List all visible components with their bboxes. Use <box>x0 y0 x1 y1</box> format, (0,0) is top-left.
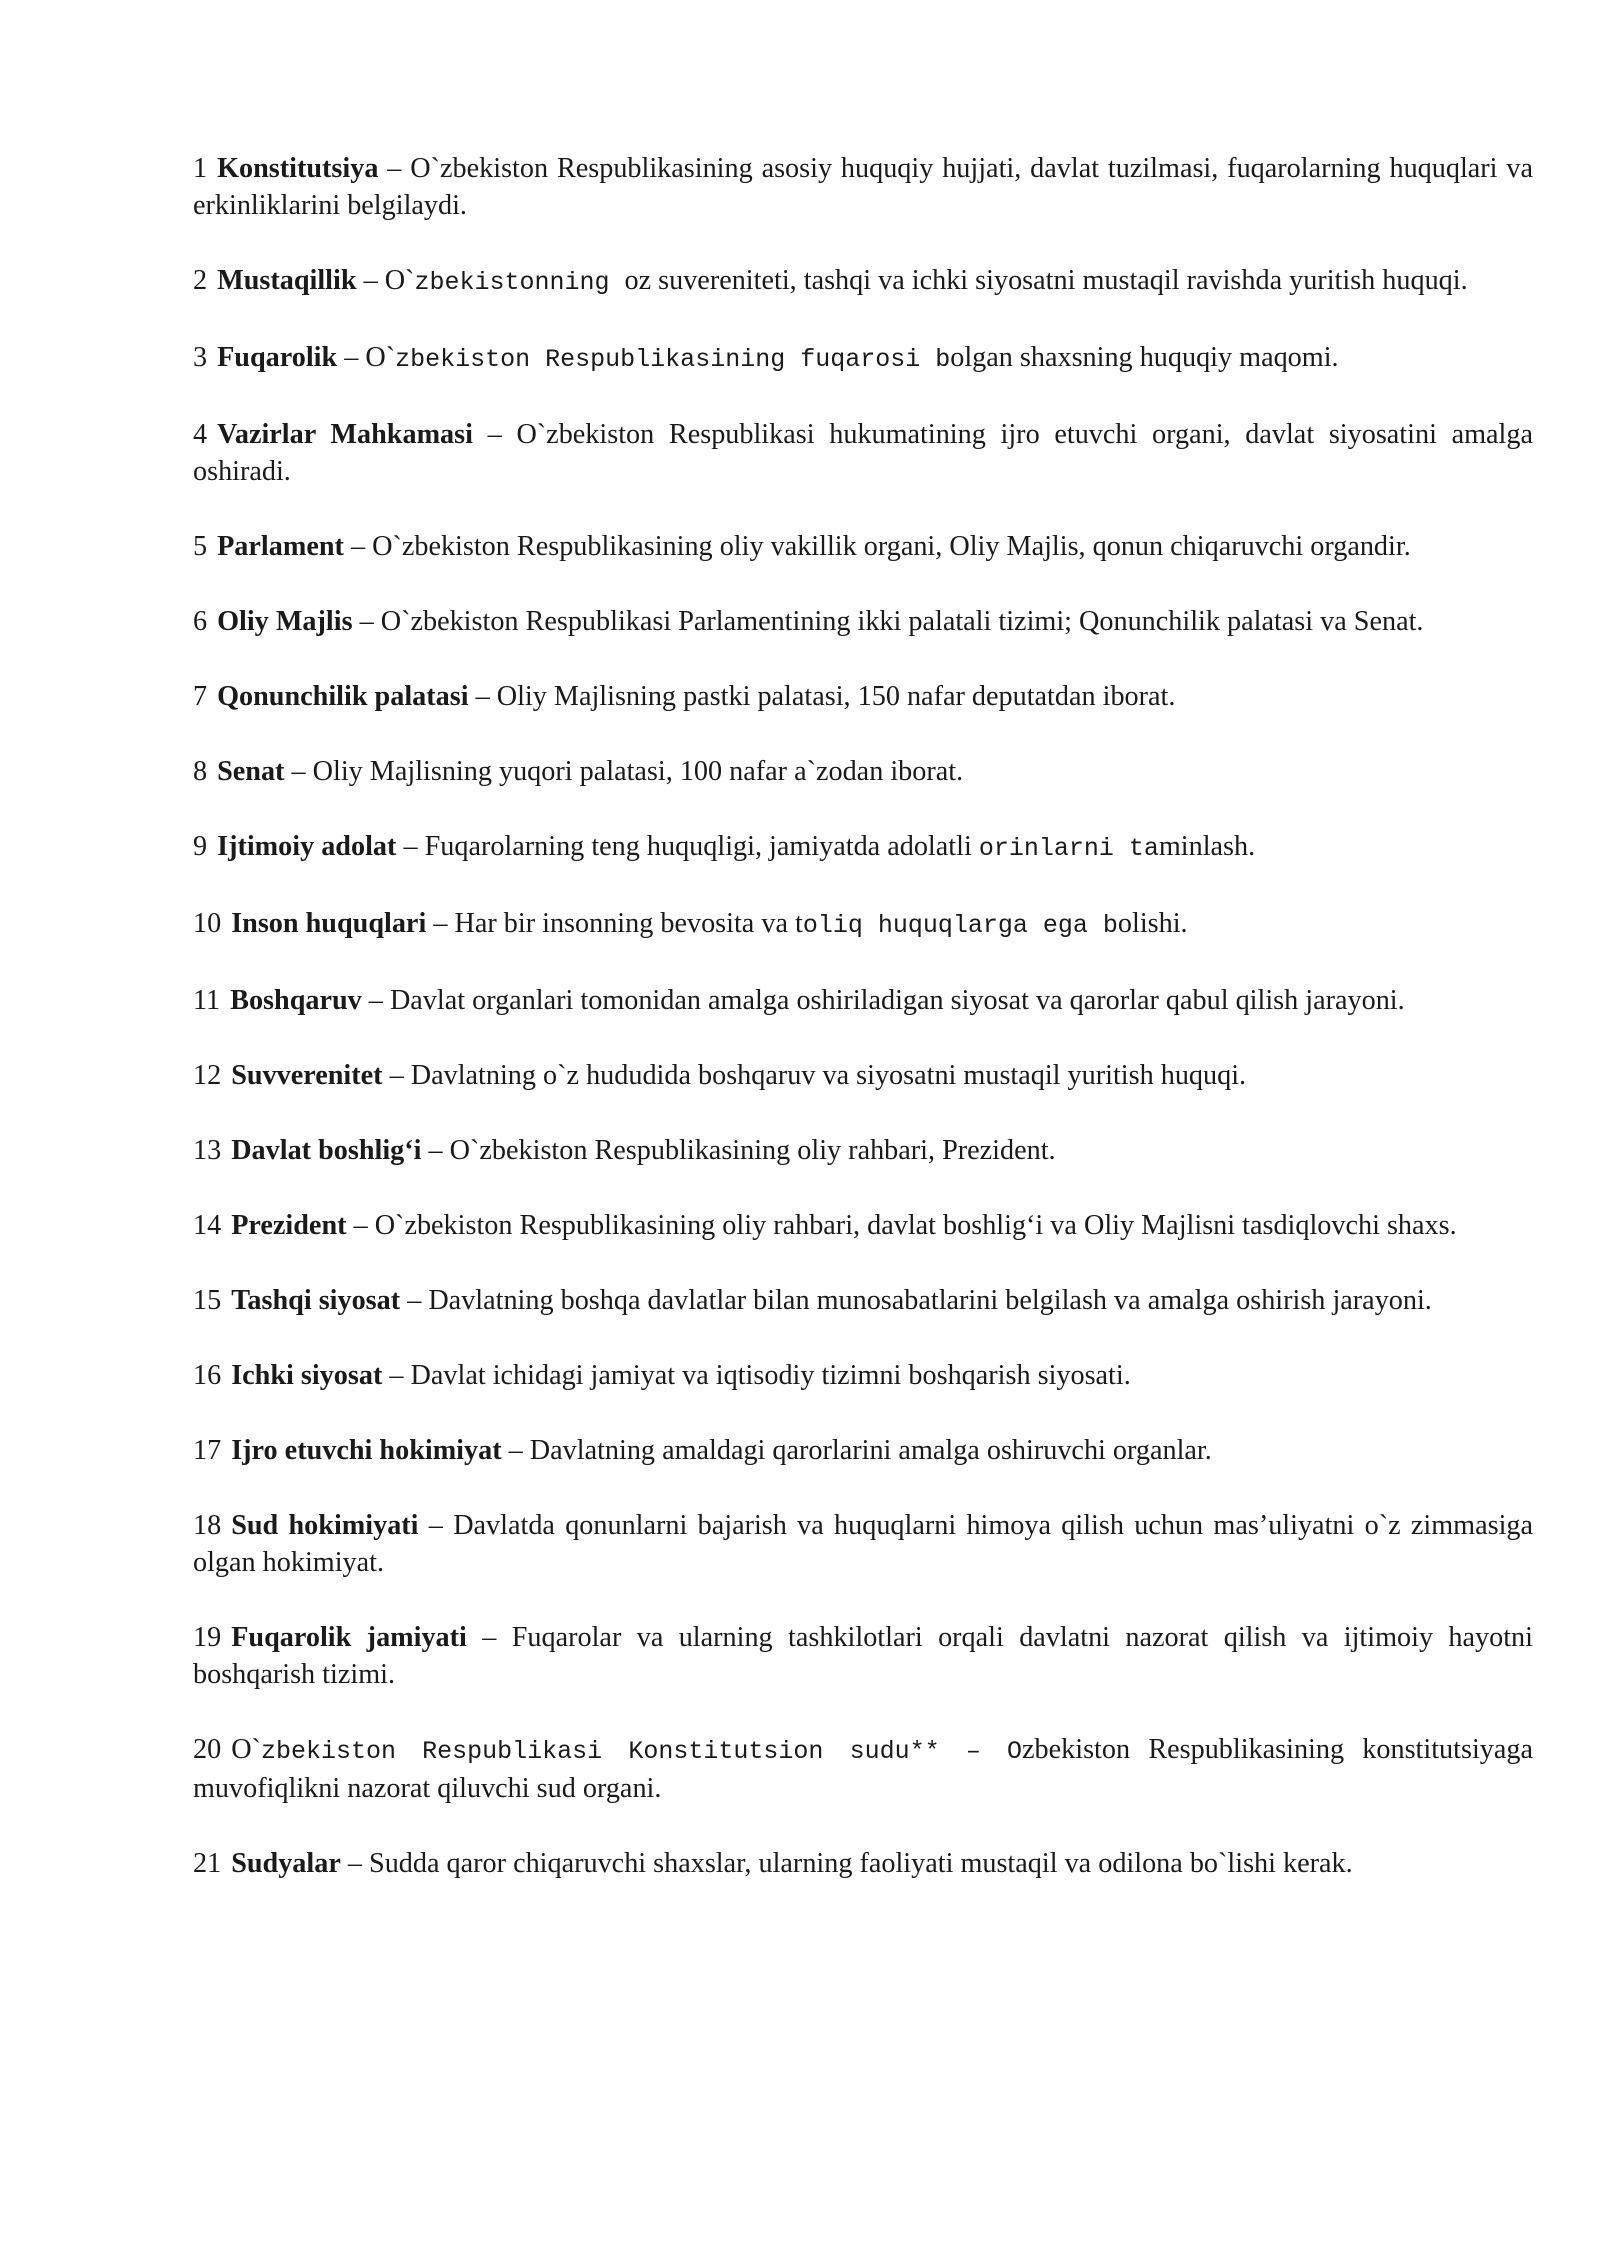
glossary-entry <box>193 678 1533 715</box>
entry-number: 10 <box>193 908 222 939</box>
entry-term: Senat <box>217 756 285 787</box>
entry-number: 16 <box>193 1360 222 1391</box>
entry-term: Davlat boshlig‘i <box>231 1135 422 1166</box>
entry-definition-text: orinlarni ta <box>978 834 1159 863</box>
glossary-entry <box>193 603 1533 640</box>
entry-term: Fuqarolik jamiyati <box>231 1622 467 1653</box>
glossary-entry <box>193 828 1533 867</box>
entry-definition-text: zbekistonning <box>414 268 625 297</box>
entry-term: Boshqaruv <box>230 985 362 1016</box>
glossary-entry <box>193 262 1533 301</box>
entry-number: 3 <box>193 342 208 373</box>
entry-definition-text: – O`zbekiston Respublikasi hukumatining ijro etuvchi organi, davlat siyosatini amalga oshiradi. <box>193 419 1533 487</box>
glossary-entry <box>193 339 1533 378</box>
entry-definition-text: – Davlat ichidagi jamiyat va iqtisodiy tizimni boshqarish siyosati. <box>382 1360 1131 1391</box>
glossary-entry <box>193 1357 1533 1394</box>
glossary-entry <box>193 905 1533 944</box>
entry-number: 11 <box>193 985 221 1016</box>
entry-definition-text: – Fuqarolar va ularning tashkilotlari orqali davlatni nazorat qilish va ijtimoiy hayotni boshqarish tizimi. <box>193 1622 1533 1690</box>
entry-number: 1 <box>193 153 208 184</box>
entry-term: Tashqi siyosat <box>231 1285 401 1316</box>
entry-definition-text: – Oliy Majlisning pastki palatasi, 150 nafar deputatdan iborat. <box>468 681 1176 712</box>
entry-definition-text: – O`zbekiston Respublikasining asosiy huquqiy hujjati, davlat tuzilmasi, fuqarolarning huquqlari va erkinliklarini belgilaydi. <box>193 153 1533 221</box>
glossary-entry <box>193 528 1533 565</box>
entry-definition-text: zbekiston Respublikasining fuqarosi b <box>395 345 951 374</box>
glossary-entry <box>193 150 1533 224</box>
entry-definition-text: – Har bir insonning bevosita va t <box>426 908 803 939</box>
entry-definition-text: minlash. <box>1158 831 1256 862</box>
glossary-entry <box>193 1619 1533 1693</box>
entry-term: Suvverenitet <box>231 1060 383 1091</box>
entry-term: Konstitutsiya <box>217 153 379 184</box>
glossary-entry <box>193 1507 1533 1581</box>
entry-term: Vazirlar Mahkamasi <box>217 419 473 450</box>
entry-number: 12 <box>193 1060 222 1091</box>
entry-definition-text: – O` <box>356 265 415 296</box>
glossary-entry <box>193 1282 1533 1319</box>
entry-term: Sud hokimiyati <box>231 1510 419 1541</box>
entry-number: 6 <box>193 606 208 637</box>
glossary-entry <box>193 753 1533 790</box>
glossary-entry <box>193 982 1533 1019</box>
entry-number: 2 <box>193 265 208 296</box>
entry-definition-text: – Davlatning amaldagi qarorlarini amalga oshiruvchi organlar. <box>501 1435 1212 1466</box>
document-page <box>193 150 1533 1920</box>
glossary-entry <box>193 1132 1533 1169</box>
entry-number: 13 <box>193 1135 222 1166</box>
entry-number: 5 <box>193 531 208 562</box>
entry-term: Fuqarolik <box>217 342 338 373</box>
entry-term: Parlament <box>217 531 344 562</box>
entry-number: 18 <box>193 1510 222 1541</box>
entry-definition-text: – Davlatning boshqa davlatlar bilan munosabatlarini belgilash va amalga oshirish jarayoni. <box>400 1285 1432 1316</box>
entry-definition-text: – Davlatning o`z hududida boshqaruv va siyosatni mustaqil yuritish huquqi. <box>382 1060 1247 1091</box>
entry-term: Ijtimoiy adolat <box>217 831 397 862</box>
entry-term: Inson huquqlari <box>231 908 427 939</box>
entry-definition-text: O` <box>231 1734 261 1765</box>
entry-term: Ichki siyosat <box>231 1360 383 1391</box>
entry-definition-text: olishi. <box>1117 908 1188 939</box>
entry-term: Qonunchilik palatasi <box>217 681 469 712</box>
entry-number: 8 <box>193 756 208 787</box>
entry-definition-text: zbekiston Respublikasining konstitutsiyaga muvofiqlikni nazorat qiluvchi sud organi. <box>193 1734 1533 1804</box>
entry-number: 19 <box>193 1622 222 1653</box>
entry-definition-text: – Davlat organlari tomonidan amalga oshiriladigan siyosat va qarorlar qabul qilish jarayoni. <box>361 985 1405 1016</box>
entry-definition-text: – Oliy Majlisning yuqori palatasi, 100 nafar a`zodan iborat. <box>284 756 964 787</box>
entry-definition-text: olgan shaxsning huquqiy maqomi. <box>950 342 1339 373</box>
entry-definition-text: – Fuqarolarning teng huquqligi, jamiyatda adolatli <box>396 831 979 862</box>
entry-term: Oliy Majlis <box>217 606 353 637</box>
glossary-entry <box>193 1057 1533 1094</box>
entry-term: Sudyalar <box>231 1848 341 1879</box>
entry-definition-text: oz suvereniteti, tashqi va ichki siyosatni mustaqil ravishda yuritish huquqi. <box>624 265 1468 296</box>
glossary-entry <box>193 1845 1533 1882</box>
entry-number: 21 <box>193 1848 222 1879</box>
glossary-entry <box>193 1731 1533 1807</box>
entry-term: Ijro etuvchi hokimiyat <box>231 1435 502 1466</box>
entry-definition-text: – O`zbekiston Respublikasi Parlamentining ikki palatali tizimi; Qonunchilik palatasi va Senat. <box>352 606 1424 637</box>
entry-definition-text: oliq huquqlarga ega b <box>802 911 1118 940</box>
entry-number: 20 <box>193 1734 222 1765</box>
glossary-entry <box>193 416 1533 490</box>
entry-definition-text: – Sudda qaror chiqaruvchi shaxslar, ularning faoliyati mustaqil va odilona bo`lishi kerak. <box>340 1848 1353 1879</box>
entry-term: Prezident <box>231 1210 347 1241</box>
entry-definition-text: – O`zbekiston Respublikasining oliy rahbari, davlat boshlig‘i va Oliy Majlisni tasdiqlovchi shaxs. <box>346 1210 1457 1241</box>
entry-number: 9 <box>193 831 208 862</box>
entry-definition-text: – O` <box>337 342 396 373</box>
entry-definition-text: zbekiston Respublikasi Konstitutsion sudu** – O <box>260 1737 1023 1766</box>
entry-number: 14 <box>193 1210 222 1241</box>
entry-number: 15 <box>193 1285 222 1316</box>
entry-number: 7 <box>193 681 208 712</box>
entry-number: 4 <box>193 419 208 450</box>
entry-definition-text: – O`zbekiston Respublikasining oliy rahbari, Prezident. <box>421 1135 1056 1166</box>
entry-number: 17 <box>193 1435 222 1466</box>
glossary-entry <box>193 1207 1533 1244</box>
entry-definition-text: – Davlatda qonunlarni bajarish va huquqlarni himoya qilish uchun mas’uliyatni o`z zimmasiga olgan hokimiyat. <box>193 1510 1533 1578</box>
glossary-entry <box>193 1432 1533 1469</box>
entry-term: Mustaqillik <box>217 265 357 296</box>
entry-definition-text: – O`zbekiston Respublikasining oliy vakillik organi, Oliy Majlis, qonun chiqaruvchi organdir. <box>343 531 1411 562</box>
